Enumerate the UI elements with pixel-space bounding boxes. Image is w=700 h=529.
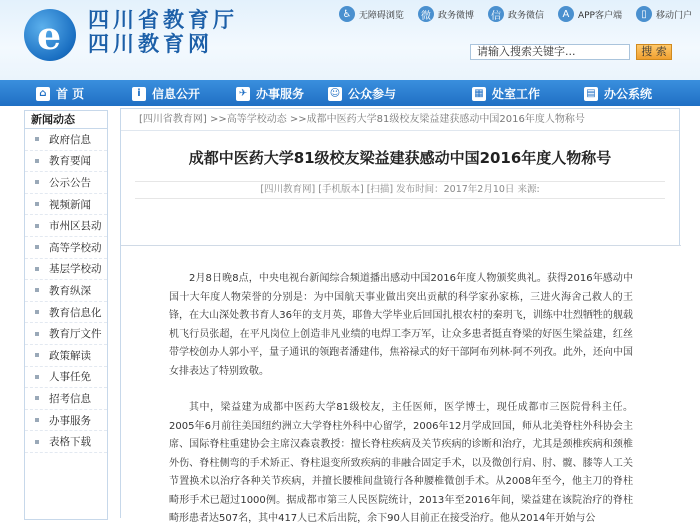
bullet-icon <box>35 288 39 292</box>
wechat-icon: 信 <box>488 6 504 22</box>
bullet-icon <box>35 353 39 357</box>
article-paragraph: 2月8日晚8点，中央电视台新闻综合频道播出感动中国2016年度人物颁奖典礼。获得2016年感动中国十大年度人物荣誉的分别是：为中国航天事业做出突出贡献的科学家孙家栋，三进火海舍己救人的王锋，在大山深处教书育人36年的支月英，耶鲁大学毕业后回国扎根农村的秦玥飞，训练中壮烈牺牲的舰载机飞行员张超，在平凡岗位上创造非凡业绩的电焊工李万军，让众多患者挺直脊梁的好医生梁益建，红丝带学校创办人郭小平，量子通讯的领跑者潘建伟，焦裕禄式的好干部阿布列林·阿不列孜。此外，还向中国女排表达了特别致敬。 <box>169 273 633 377</box>
nav-service[interactable]: ✈ 办事服务 <box>236 85 304 102</box>
accessibility-link[interactable]: ♿ 无障碍浏览 <box>339 6 404 22</box>
office-icon: ▦ <box>472 87 486 101</box>
bullet-icon <box>35 310 39 314</box>
bullet-icon <box>35 375 39 379</box>
nav-system[interactable]: ▤ 办公系统 <box>584 85 652 102</box>
sidebar-item[interactable]: 政策解读 <box>25 345 107 367</box>
sidebar-item[interactable]: 人事任免 <box>25 367 107 389</box>
site-name[interactable] <box>88 8 238 56</box>
bullet-icon <box>35 332 39 336</box>
sidebar-item[interactable]: 招考信息 <box>25 388 107 410</box>
bullet-icon <box>35 159 39 163</box>
article-paragraph: 其中，梁益建为成都中医药大学81级校友，主任医师，医学博士，现任成都市三医院骨科主任。2005年6月前往美国纽约洲立大学脊柱外科中心留学，2006年12月学成回国，师从北美脊柱外科协会主席、国际脊柱重建协会主席汉森袁教授：擅长脊柱疾病及关节疾病的诊断和治疗，尤其是颈椎疾病和颈椎外伤、脊柱侧弯的手术矫正、脊柱退变所致疾病的非融合固定手术，以及微创行肩、肘、髋、膝等人工关节置换术以治疗各种关节疾病，并擅长腰椎间盘镜行各种腰椎微创手术。从2008年至今，他主刀的脊柱畸形手术已超过1000例。据成都市第三人民医院统计，2013年至2016年间，梁益建在该院治疗的脊柱畸形患者达507名，其中417人已术后出院，余下90人目前正在接受治疗。他从2014年开始与公 <box>169 402 633 524</box>
bullet-icon <box>35 137 39 141</box>
bullet-icon <box>35 224 39 228</box>
accessibility-icon: ♿ <box>339 6 355 22</box>
service-icon: ✈ <box>236 87 250 101</box>
bullet-icon <box>35 267 39 271</box>
site-header <box>0 0 700 80</box>
breadcrumb[interactable]: [四川省教育网] >>高等学校动态 >>成都中医药大学81级校友梁益建获感动中国2016年度人物称号 <box>121 109 679 131</box>
weibo-icon: 微 <box>418 6 434 22</box>
site-name-line2: 四川教育网 <box>88 31 213 56</box>
nav-info[interactable]: i 信息公开 <box>132 85 200 102</box>
mobile-app-icon: A <box>558 6 574 22</box>
info-icon: i <box>132 87 146 101</box>
mobile-portal-link[interactable]: ▯ 移动门户 <box>636 6 692 22</box>
nav-home[interactable]: ⌂ 首 页 <box>36 85 84 102</box>
site-name-line1: 四川省教育厅 <box>88 7 238 32</box>
sidebar-item[interactable]: 表格下载 <box>25 431 107 453</box>
sidebar-item[interactable]: 视频新闻 <box>25 194 107 216</box>
nav-office[interactable]: ▦ 处室工作 <box>472 85 540 102</box>
main-nav <box>0 80 700 106</box>
sidebar-item[interactable]: 公示公告 <box>25 172 107 194</box>
sidebar <box>24 110 108 520</box>
sidebar-item[interactable]: 市州区县动 <box>25 215 107 237</box>
bullet-icon <box>35 418 39 422</box>
system-icon: ▤ <box>584 87 598 101</box>
sidebar-item[interactable]: 高等学校动 <box>25 237 107 259</box>
article-panel <box>120 108 680 524</box>
article-meta: [四川教育网] [手机版本] [扫描] 发布时间：2017年2月10日 来源: <box>135 181 665 199</box>
site-logo[interactable]: e <box>24 9 76 61</box>
bullet-icon <box>35 396 39 400</box>
mobile-portal-icon: ▯ <box>636 6 652 22</box>
bullet-icon <box>35 245 39 249</box>
bullet-icon <box>35 180 39 184</box>
nav-public[interactable]: ☺ 公众参与 <box>329 87 397 101</box>
sidebar-heading: 新闻动态 <box>25 111 107 129</box>
top-links <box>325 6 692 22</box>
search-input[interactable]: 请输入搜索关键字... <box>470 44 630 60</box>
sidebar-item[interactable]: 教育纵深 <box>25 280 107 302</box>
sidebar-item[interactable]: 教育信息化 <box>25 302 107 324</box>
bullet-icon <box>35 202 39 206</box>
search-bar <box>470 44 672 60</box>
weibo-link[interactable]: 微 政务微博 <box>418 6 474 22</box>
article-title: 成都中医药大学81级校友梁益建获感动中国2016年度人物称号 <box>188 149 612 167</box>
bullet-icon <box>35 440 39 444</box>
sidebar-item[interactable]: 办事服务 <box>25 410 107 432</box>
search-button[interactable]: 搜 索 <box>636 44 672 60</box>
sidebar-item[interactable]: 教育厅文件 <box>25 323 107 345</box>
sidebar-item[interactable]: 政府信息 <box>25 129 107 151</box>
app-link[interactable]: A APP客户端 <box>558 6 622 22</box>
article-body <box>121 245 681 525</box>
wechat-link[interactable]: 信 政务微信 <box>488 6 544 22</box>
public-icon: ☺ <box>329 88 341 99</box>
sidebar-item[interactable]: 教育要闻 <box>25 151 107 173</box>
home-icon: ⌂ <box>36 87 50 101</box>
sidebar-item[interactable]: 基层学校动 <box>25 259 107 281</box>
